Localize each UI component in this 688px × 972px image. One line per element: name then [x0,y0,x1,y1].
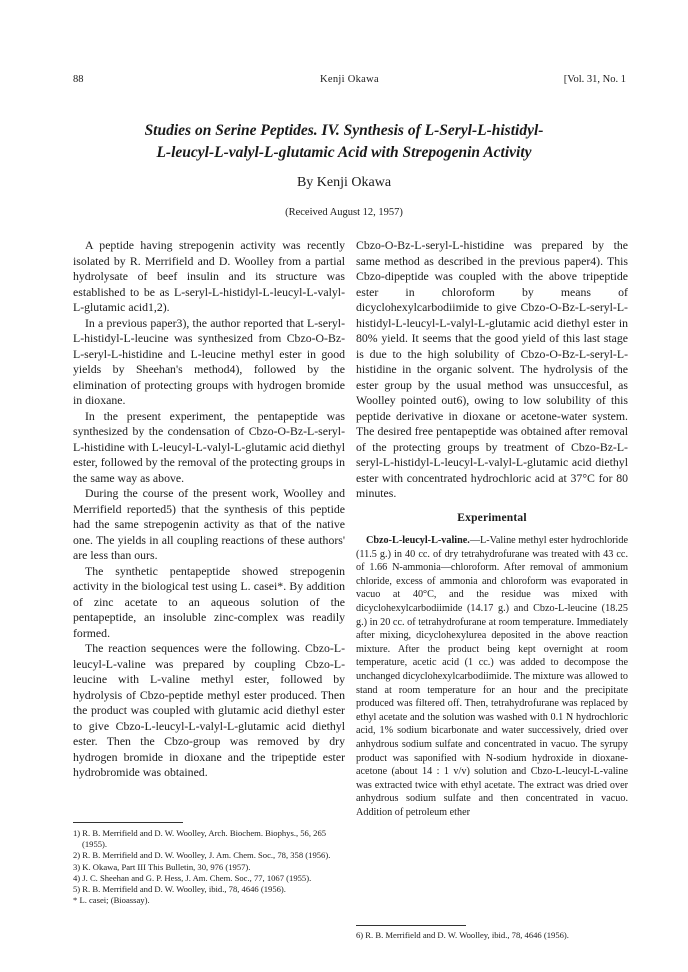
footnote-divider [356,925,466,926]
run-in-heading: Cbzo-L-leucyl-L-valine. [366,535,470,546]
footnote: 3) K. Okawa, Part III This Bulletin, 30, 976 (1957). [73,861,251,872]
experimental-paragraph [356,534,628,819]
footnote: 6) R. B. Merrifield and D. W. Woolley, ibid., 78, 4646 (1956). [356,930,569,940]
running-author: Kenji Okawa [320,74,379,85]
section-heading: Experimental [457,511,527,524]
footnote: 2) R. B. Merrifield and D. W. Woolley, J. Am. Chem. Soc., 78, 358 (1956). [73,850,331,861]
footnotes-right [356,930,628,941]
author-byline: By Kenji Okawa [296,175,392,190]
footnote: 4) J. C. Sheehan and G. P. Hess, J. Am. Chem. Soc., 77, 1067 (1955). [73,872,312,883]
volume-info: [Vol. 31, No. 1 [563,74,626,85]
article-title [60,120,628,164]
footnote: * L. casei; (Bioassay). [73,895,150,906]
right-column [356,238,628,819]
footnote: 1) R. B. Merrifield and D. W. Woolley, Arch. Biochem. Biophys., 56, 265 (1955). [73,828,327,850]
page-number: 88 [73,74,84,85]
title-line-1: Studies on Serine Peptides. IV. Synthesis of L-Seryl-L-histidyl- [144,122,544,139]
paragraph: In the present experiment, the pentapeptide was synthesized by the condensation of Cbzo-O-Bz-L-seryl-L-histidine with L-leucyl-L-valyl-L-glutamic acid diethyl ester, followed by the removal of the protecting groups in the same way as above. [73,408,345,485]
paragraph: Cbzo-O-Bz-L-seryl-L-histidine was prepared by the same method as described in the previous paper4). This Cbzo-dipeptide was coupled with the above tripeptide ester in chloroform by means of dicyclohexylcarbodiimide to give Cbzo-O-Bz-L-seryl-L-histidyl-L-leucyl-L-valyl-L-glutamic acid diethyl ester in 80% yield. It seems that the good yield of this last stage is due to the high solubility of Cbzo-O-Bz-L-seryl-L-histidine in the organic solvent. The hydrolysis of the ester group by the usual method was unsuccesful, as Woolley pointed out6), owing to low solubility of this peptide derivative in dioxane or acetone-water system. The desired free pentapeptide was obtained after removal of the protecting groups by treatment of Cbzo-Bz-L-seryl-L-histidyl-L-leucyl-L-valyl-L-glutamic acid diethyl ester with concentrated hydrochloric acid at 37°C for 80 minutes. [356,238,628,500]
title-line-2: L-leucyl-L-valyl-L-glutamic Acid with Strepogenin Activity [156,144,532,161]
running-header [73,74,626,88]
paragraph: During the course of the present work, Woolley and Merrifield reported5) that the synthesis of this peptide had the same strepogenin activity as that of the native one. The yields in all coupling reactions of these authors' are less than ours. [73,486,345,562]
paragraph: The reaction sequences were the following. Cbzo-L-leucyl-L-valine was prepared by coupling Cbzo-L-leucine with L-valine methyl ester, followed by hydrolysis of Cbzo-peptide methyl ester produced. Then the product was coupled with glutamic acid diethyl ester to give Cbzo-L-leucyl-L-valyl-L-glutamic acid diethyl ester. Then the Cbzo-group was removed by dry hydrogen bromide in dioxane and the tripeptide ester hydrobromide was obtained. [73,641,345,779]
left-column [73,238,345,781]
footnote: 5) R. B. Merrifield and D. W. Woolley, ibid., 78, 4646 (1956). [73,884,286,895]
footnote-divider [73,822,183,823]
paragraph: In a previous paper3), the author reported that L-seryl-L-histidyl-L-leucine was synthesized from Cbzo-O-Bz-L-seryl-L-histidine and L-leucine methyl ester in good yields by Sheehan's method4), followed by the elimination of protecting groups with hydrogen bromide in dioxane. [73,315,345,407]
paragraph: The synthetic pentapeptide showed strepogenin activity in the biological test using L. casei*. By addition of zinc acetate to an aqueous solution of the pentapeptide, an insoluble zinc-complex was readily formed. [73,563,345,640]
experimental-section [356,534,628,819]
experimental-text: —L-Valine methyl ester hydrochloride (11.5 g.) in 40 cc. of dry tetrahydrofurane was treated with 43 cc. of 1.66 N-ammonia—chloroform. After removal of ammonium chloride, excess of ammonia and chloroform was evaporated in vacuo at 40°C, and the residue was mixed with dicyclohexylcarbodiimide (14.17 g.) and Cbzo-L-leucine (18.25 g.) in 20 cc. of tetrahydrofurane at room temperature. Immediately after mixing, dicyclohexylurea deposited in the above reaction mixture. After the product being kept overnight at room temperature, acetic acid (1 cc.) was added to decompose the unchanged dicyclohexylcarbodiimide. The mixture was allowed to stand at room temperature for an hour and the precipitate produced was filtered off. Then, tetrahydrofurane was replaced by ethyl acetate and the solution was washed with 0.1 N hydrochloric acid, 1% sodium bicarbonate and water successively, dried over anhydrous sodium sulfate and concentrated in vacuo. The syrupy product was saponified with N-sodium hydroxide in dioxane-acetone (about 14 : 1 v/v) solution and Cbzo-L-leucyl-L-valine was extracted twice with ethyl acetate. The extract was dried over anhydrous sodium sulfate and then concentrated in vacuo. Addition of petroleum ether [356,535,628,818]
received-date: (Received August 12, 1957) [285,207,403,218]
paragraph: A peptide having strepogenin activity was recently isolated by R. Merrifield and D. Woolley from a partial hydrolysate of beef insulin and its structure was established to be as L-seryl-L-histidyl-L-leucyl-L-valyl-L-glutamic acid1,2). [73,238,345,314]
footnotes-left [73,828,345,906]
